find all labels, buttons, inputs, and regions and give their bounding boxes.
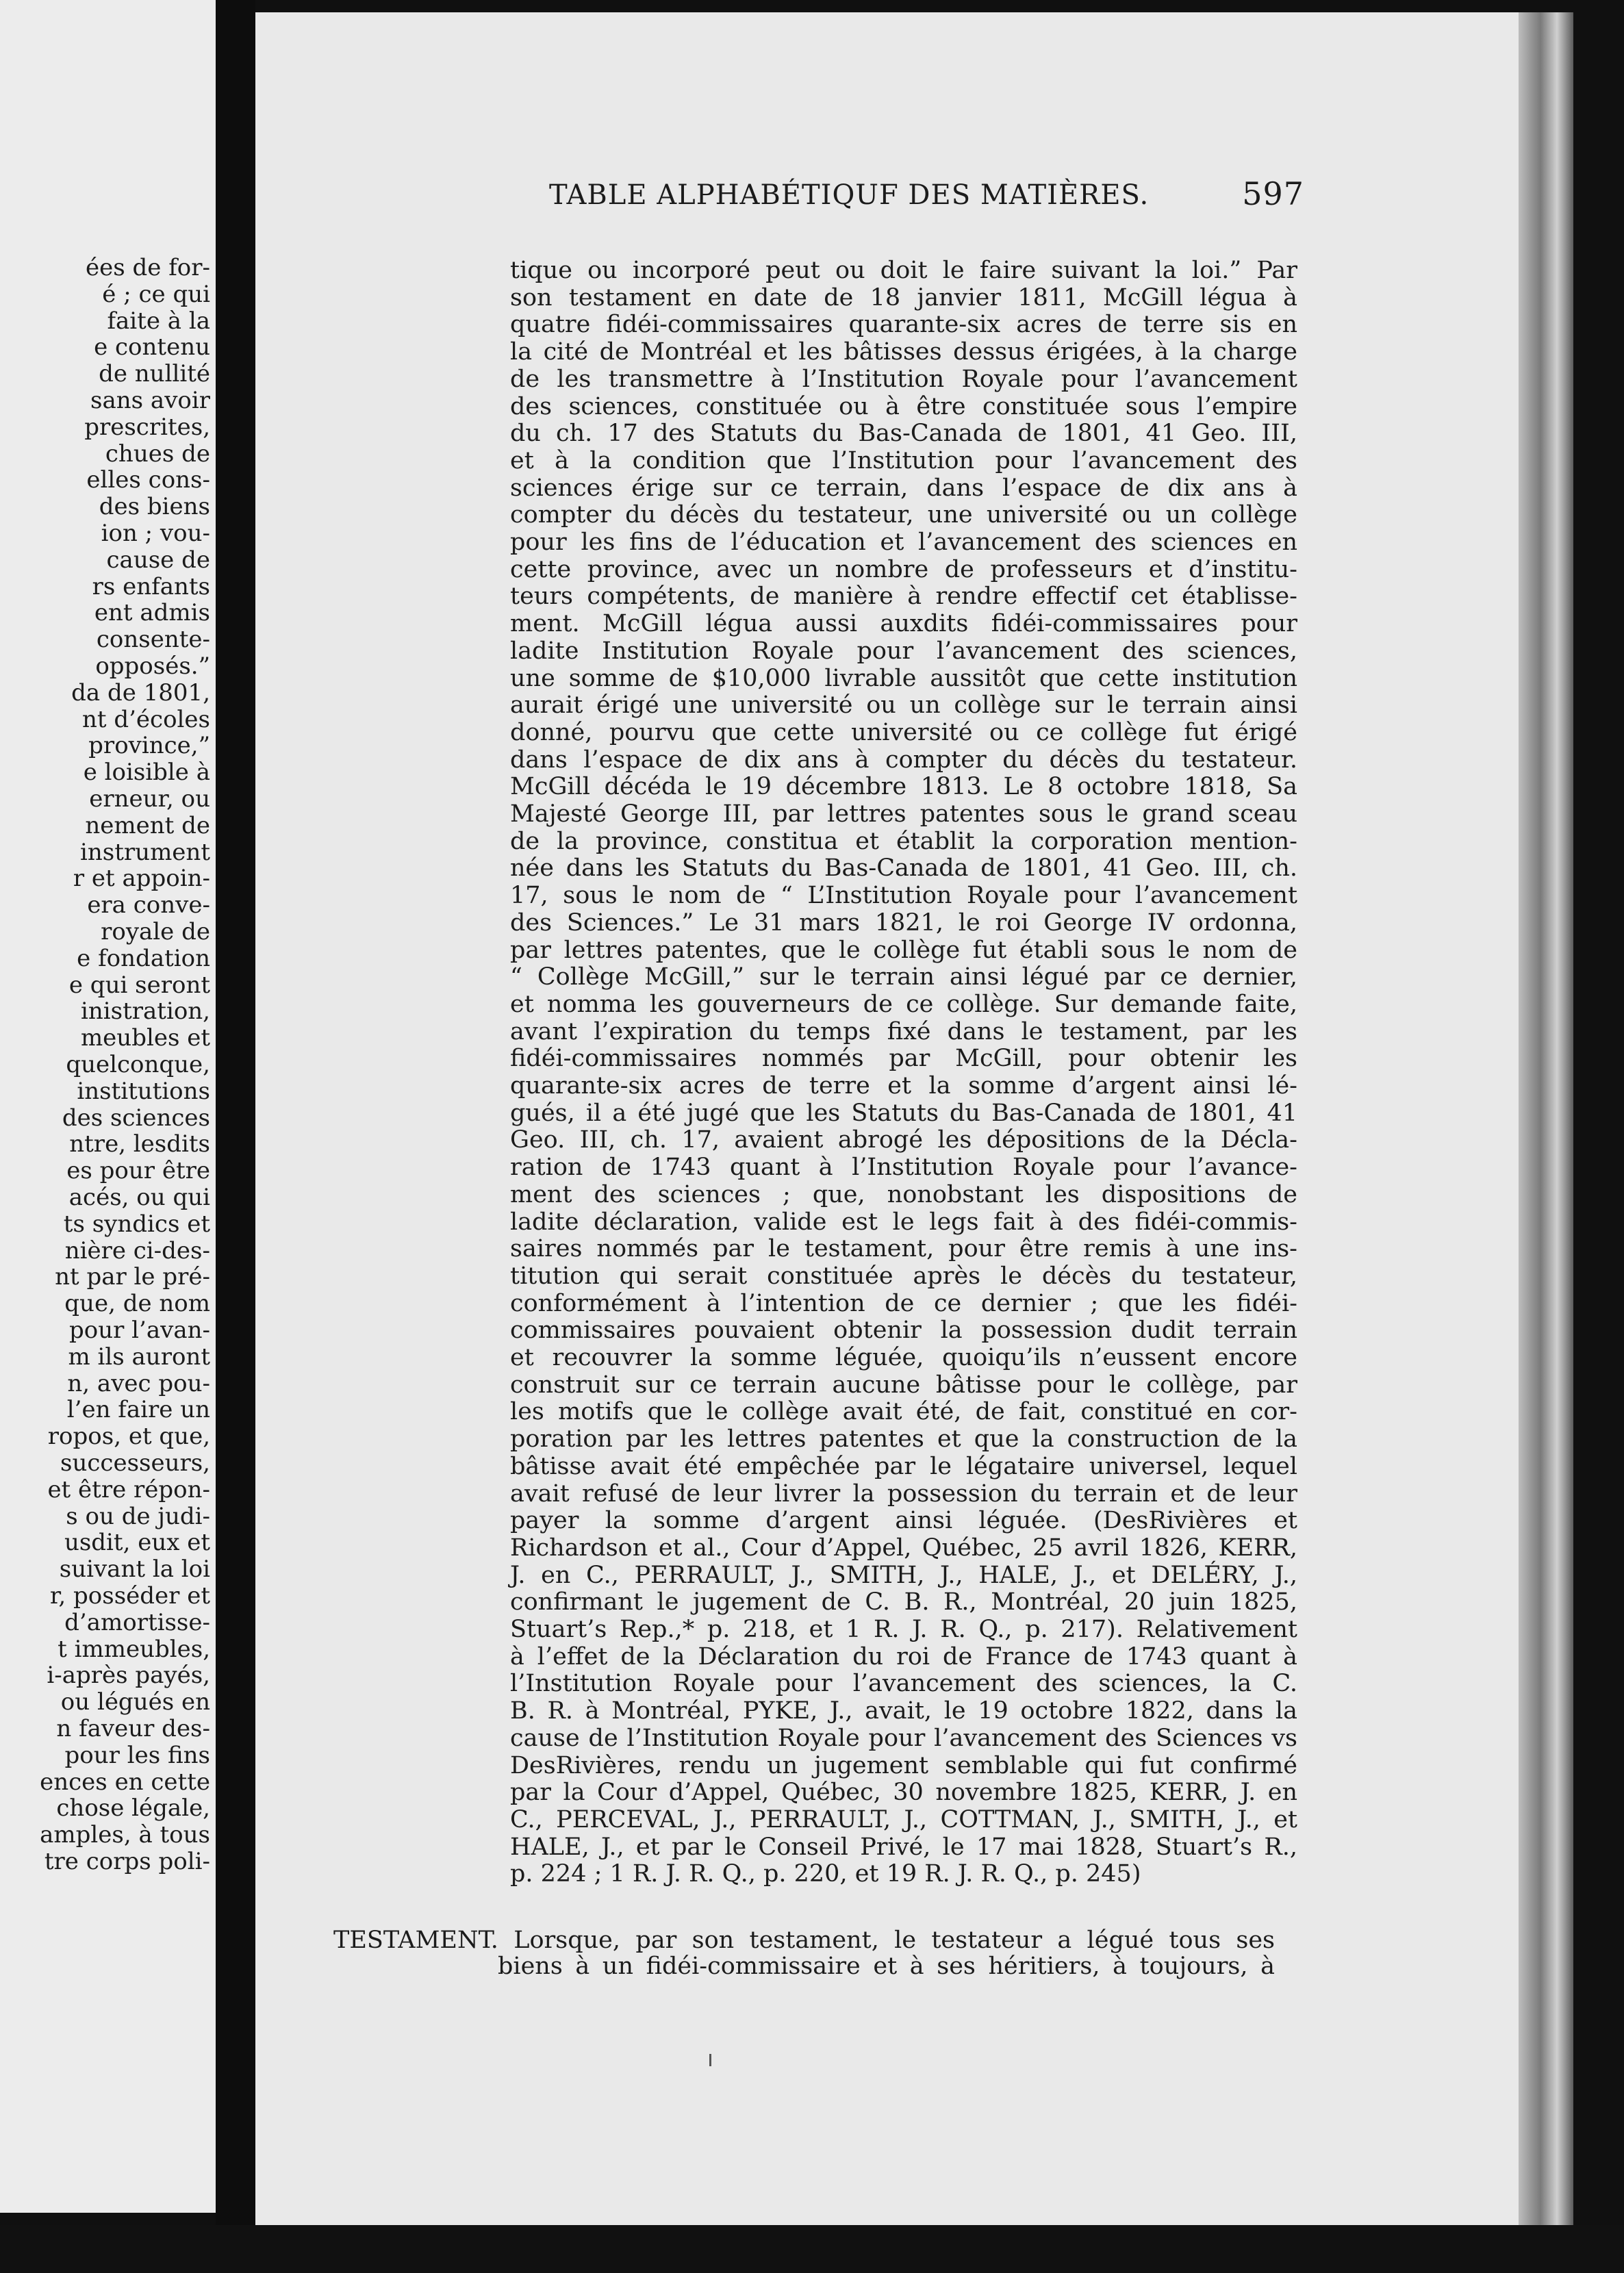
body-line: aurait érigé une université ou un collège sur le terrain ainsi [510, 691, 1297, 720]
left-column-line: et être répon- [47, 1475, 210, 1503]
left-column-line: e loisible à [83, 759, 210, 787]
page-edge [1519, 12, 1573, 2265]
body-line: B. R. à Montréal, PYKE, J., avait, le 19 octobre 1822, dans la [510, 1697, 1297, 1725]
body-line: Majesté George III, par lettres patentes sous le grand sceau [510, 800, 1297, 828]
left-column-line: suivant la loi [59, 1555, 210, 1584]
left-column-line: i-après payés, [47, 1662, 210, 1690]
left-column-line: royale de [101, 918, 210, 945]
body-line: DesRivières, rendu un jugement semblable qui fut confirmé [510, 1751, 1297, 1779]
body-line: fidéi-commissaires nommés par McGill, pour obtenir les [510, 1045, 1297, 1073]
body-line: donné, pourvu que cette université ou ce collège fut érigé [510, 718, 1297, 746]
left-column-line: amples, à tous [40, 1821, 210, 1849]
body-line: poration par les lettres patentes et que la construction de la [510, 1425, 1297, 1453]
left-column-line: ntre, lesdits [69, 1130, 210, 1158]
body-line: sciences érige sur ce terrain, dans l’espace de dix ans à [510, 474, 1297, 502]
left-column-line: nière ci-des- [64, 1236, 210, 1265]
left-column-line: ent admis [94, 599, 210, 627]
body-line: pour les fins de l’éducation et l’avancement des sciences en [510, 529, 1297, 556]
body-line: payer la somme d’argent ainsi léguée. (DesRivières et [510, 1507, 1297, 1535]
body-line: titution qui serait constituée après le décès du testateur, [510, 1262, 1297, 1290]
body-line: cause de l’Institution Royale pour l’avancement des Sciences vs [510, 1724, 1297, 1752]
testament-entry-line2: biens à un fidéi-commissaire et à ses héritiers, à toujours, à [498, 1953, 1275, 1980]
left-column-line: ion ; vou- [101, 520, 210, 547]
body-line: ladite Institution Royale pour l’avancement des sciences, [510, 637, 1297, 665]
left-column-line: es pour être [66, 1157, 210, 1185]
scan-bottom-edge [0, 2225, 1624, 2273]
testament-entry-line1: TESTAMENT. Lorsque, par son testament, le testateur a légué tous ses [333, 1927, 1275, 1954]
body-line: HALE, J., et par le Conseil Privé, le 17 mai 1828, Stuart’s R., [510, 1833, 1297, 1861]
left-column-line: cause de [106, 546, 210, 574]
header-title: TABLE ALPHABÉTIQUF DES MATIÈRES. [549, 179, 1150, 211]
body-line: gués, il a été jugé que les Statuts du Bas-Canada de 1801, 41 [510, 1099, 1297, 1127]
body-line: son testament en date de 18 janvier 1811, McGill légua à [510, 283, 1297, 312]
left-column-line: ences en cette [40, 1768, 210, 1796]
left-column-line: que, de nom [64, 1290, 210, 1318]
left-column-line: institutions [77, 1077, 210, 1105]
left-column-line: faite à la [107, 307, 210, 335]
left-column-line: d’amortisse- [64, 1608, 210, 1636]
body-line: cette province, avec un nombre de professeurs et d’institu- [510, 555, 1297, 583]
body-line: l’Institution Royale pour l’avancement des sciences, la C. [510, 1670, 1297, 1698]
body-line: quatre fidéi-commissaires quarante-six acres de terre sis en [510, 311, 1297, 339]
left-column-line: des sciences [62, 1104, 210, 1132]
left-column-line: n faveur des- [56, 1715, 210, 1742]
body-line: de les transmettre à l’Institution Royale pour l’avancement [510, 365, 1297, 393]
left-column-line: prescrites, [84, 413, 210, 441]
left-column-line: ts syndics et [63, 1210, 210, 1238]
body-line: Richardson et al., Cour d’Appel, Québec, 25 avril 1826, KERR, [510, 1534, 1297, 1562]
left-column-line: province,” [88, 732, 210, 760]
body-line: J. en C., PERRAULT, J., SMITH, J., HALE, J., et DELÉRY, J., [510, 1561, 1297, 1589]
left-column-line: consente- [96, 626, 210, 654]
left-column-line: ées de for- [86, 254, 210, 281]
left-column-line: nt par le pré- [55, 1263, 210, 1291]
body-line: teurs compétents, de manière à rendre effectif cet établisse- [510, 583, 1297, 611]
left-column-line: rs enfants [92, 572, 210, 600]
left-column-line: era conve- [87, 891, 210, 919]
left-column-line: tre corps poli- [44, 1848, 210, 1875]
body-line: ration de 1743 quant à l’Institution Royale pour l’avance- [510, 1154, 1297, 1182]
left-column-line: de nullité [99, 360, 210, 388]
left-column-line: acés, ou qui [68, 1184, 210, 1211]
left-column-line: da de 1801, [71, 678, 210, 707]
left-column-line: quelconque, [66, 1051, 210, 1078]
body-line: 17, sous le nom de “ L’Institution Royale pour l’avancement [510, 882, 1297, 910]
left-column-line: t immeubles, [58, 1635, 210, 1663]
body-line: des sciences, constituée ou à être constituée sous l’empire [510, 392, 1297, 420]
book-spine [216, 0, 255, 2239]
page-number: 597 [1242, 175, 1304, 212]
body-line: par lettres patentes, que le collège fut établi sous le nom de [510, 936, 1297, 964]
left-column-line: sans avoir [90, 387, 210, 414]
body-line: avant l’expiration du temps fixé dans le testament, par les [510, 1017, 1297, 1045]
left-column-line: e contenu [94, 333, 210, 361]
left-column-line: s ou de judi- [66, 1502, 210, 1530]
left-column-line: instrument [80, 838, 210, 866]
left-column-line: pour l’avan- [68, 1317, 210, 1344]
left-column-line: chues de [105, 440, 210, 468]
body-line: conformément à l’intention de ce dernier ; que les fidéi- [510, 1289, 1297, 1317]
body-line: saires nommés par le testament, pour être remis à une ins- [510, 1235, 1297, 1263]
body-line: avait refusé de leur livrer la possession du terrain et de leur [510, 1480, 1297, 1508]
left-column-line: erneur, ou [89, 785, 210, 813]
body-line: ment. McGill légua aussi auxdits fidéi-commissaires pour [510, 610, 1297, 638]
left-column-line: l’en faire un [66, 1396, 210, 1424]
left-column-line: n, avec pou- [67, 1369, 210, 1397]
left-column-line: des biens [99, 493, 210, 521]
body-line: et recouvrer la somme léguée, quoiqu’ils n’eussent encore [510, 1344, 1297, 1371]
left-column-line: r, posséder et [49, 1582, 210, 1610]
body-line: tique ou incorporé peut ou doit le faire suivant la loi.” Par [510, 257, 1297, 284]
body-line: bâtisse avait été empêchée par le légataire universel, lequel [510, 1452, 1297, 1480]
left-column-line: usdit, eux et [64, 1529, 210, 1557]
body-line: du ch. 17 des Statuts du Bas-Canada de 1801, 41 Geo. III, [510, 420, 1297, 448]
body-line: Stuart’s Rep.,* p. 218, et 1 R. J. R. Q., p. 217). Relativement [510, 1616, 1297, 1643]
body-line: construit sur ce terrain aucune bâtisse pour le collège, par [510, 1371, 1297, 1399]
body-line: et à la condition que l’Institution pour l’avancement des [510, 446, 1297, 474]
body-line: confirmant le jugement de C. B. R., Montréal, 20 juin 1825, [510, 1588, 1297, 1616]
body-line: ment des sciences ; que, nonobstant les dispositions de [510, 1180, 1297, 1208]
body-line: McGill décéda le 19 décembre 1813. Le 8 octobre 1818, Sa [510, 773, 1297, 801]
left-column-line: e fondation [77, 944, 210, 972]
body-line: ladite déclaration, valide est le legs fait à des fidéi-commis- [510, 1208, 1297, 1236]
left-column-line: meubles et [80, 1024, 210, 1052]
body-line: “ Collège McGill,” sur le terrain ainsi légué par ce dernier, [510, 963, 1297, 991]
body-line: quarante-six acres de terre et la somme d’argent ainsi lé- [510, 1072, 1297, 1100]
body-line: C., PERCEVAL, J., PERRAULT, J., COTTMAN, J., SMITH, J., et [510, 1805, 1297, 1833]
left-column-line: nement de [85, 811, 210, 839]
left-column-line: ou légués en [60, 1688, 210, 1716]
body-line: commissaires pouvaient obtenir la possession dudit terrain [510, 1317, 1297, 1345]
left-column-line: opposés.” [95, 652, 210, 680]
body-line: une somme de $10,000 livrable aussitôt que cette institution [510, 664, 1297, 692]
left-column-line: é ; ce qui [102, 280, 210, 308]
left-column-line: m ils auront [68, 1343, 210, 1371]
body-line: les motifs que le collège avait été, de fait, constitué en cor- [510, 1398, 1297, 1426]
left-column-line: e qui seront [68, 971, 210, 999]
body-line: la cité de Montréal et les bâtisses dessus érigées, à la charge [510, 338, 1297, 366]
left-column-line: nt d’écoles [81, 705, 210, 733]
body-line: et nomma les gouverneurs de ce collège. Sur demande faite, [510, 990, 1297, 1018]
left-column-line: r et appoin- [73, 865, 210, 893]
left-page [0, 0, 216, 2213]
body-line: dans l’espace de dix ans à compter du décès du testateur. [510, 746, 1297, 774]
body-line: née dans les Statuts du Bas-Canada de 1801, 41 Geo. III, ch. [510, 854, 1297, 882]
left-column-line: pour les fins [64, 1741, 210, 1769]
body-line: de la province, constitua et établit la corporation mention- [510, 827, 1297, 855]
left-column-line: chose légale, [56, 1794, 210, 1823]
body-line: p. 224 ; 1 R. J. R. Q., p. 220, et 19 R. J. R. Q., p. 245) [510, 1860, 1141, 1888]
body-line: compter du décès du testateur, une université ou un collège [510, 501, 1297, 529]
left-column-line: elles cons- [86, 466, 210, 494]
left-column-line: inistration, [81, 998, 210, 1026]
body-line: des Sciences.” Le 31 mars 1821, le roi George IV ordonna, [510, 909, 1297, 937]
body-line: à l’effet de la Déclaration du roi de France de 1743 quant à [510, 1642, 1297, 1671]
body-line: Geo. III, ch. 17, avaient abrogé les dépositions de la Décla- [510, 1126, 1297, 1154]
stray-mark [709, 2054, 711, 2066]
body-line: par la Cour d’Appel, Québec, 30 novembre 1825, KERR, J. en [510, 1779, 1297, 1807]
left-column-line: ropos, et que, [47, 1423, 210, 1451]
left-column-line: successeurs, [60, 1449, 210, 1477]
